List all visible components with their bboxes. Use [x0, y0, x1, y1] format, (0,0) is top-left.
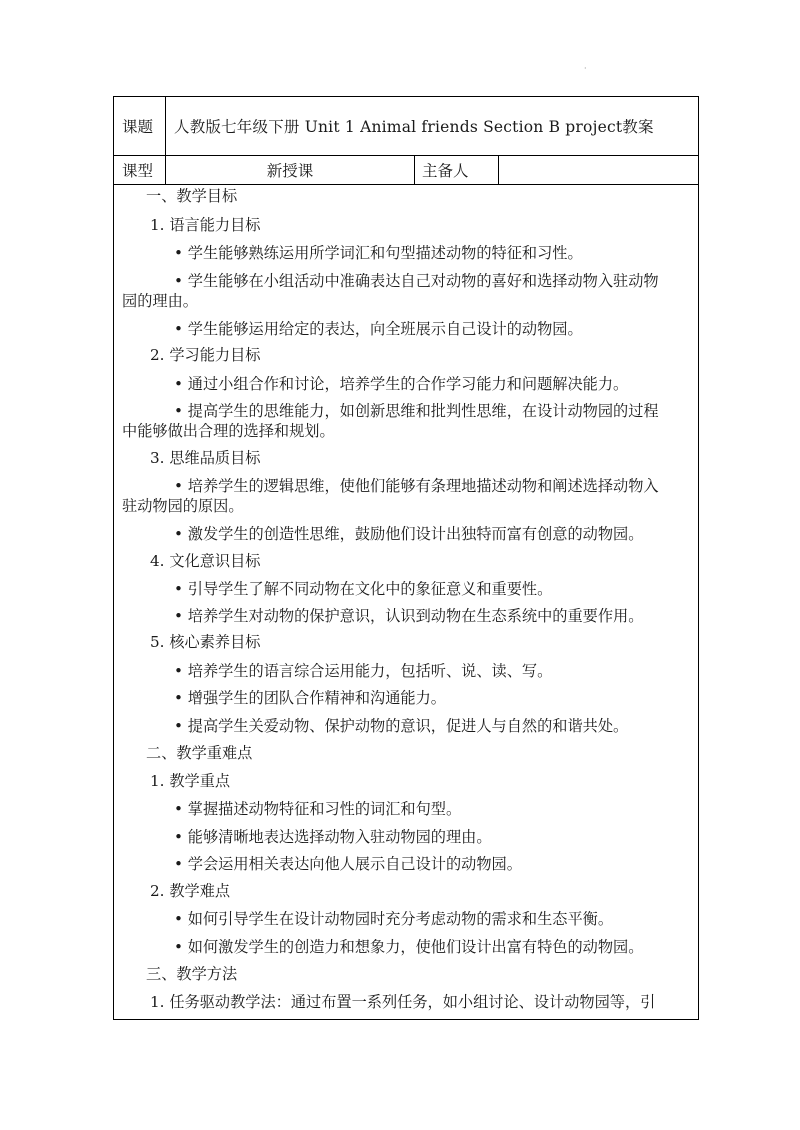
bullet-continuation: 驻动物园的原因。	[122, 497, 244, 515]
method-item: 1. 任务驱动教学法：通过布置一系列任务，如小组讨论、设计动物园等，引	[150, 993, 656, 1011]
section-heading: 二、教学重难点	[146, 744, 253, 762]
section-heading: 三、教学方法	[146, 965, 238, 983]
subsection-heading: 1. 语言能力目标	[150, 216, 261, 234]
bullet-item: • 培养学生的语言综合运用能力，包括听、说、读、写。	[174, 662, 553, 680]
lesson-plan-table	[113, 96, 699, 1020]
title-row	[114, 97, 698, 156]
bullet-continuation: 中能够做出合理的选择和规划。	[122, 422, 335, 440]
bullet-item: • 激发学生的创造性思维，鼓励他们设计出独特而富有创意的动物园。	[174, 525, 644, 543]
subsection-heading: 5. 核心素养目标	[150, 633, 261, 651]
subsection-heading: 4. 文化意识目标	[150, 552, 261, 570]
bullet-item: • 增强学生的团队合作精神和沟通能力。	[174, 689, 446, 707]
bullet-item: • 学会运用相关表达向他人展示自己设计的动物园。	[174, 855, 522, 873]
type-value: 新授课	[166, 156, 415, 184]
bullet-item: • 提高学生关爱动物、保护动物的意识，促进人与自然的和谐共处。	[174, 717, 629, 735]
lesson-title: 人教版七年级下册 Unit 1 Animal friends Section B project教案	[174, 118, 654, 136]
bullet-item: • 如何引导学生在设计动物园时充分考虑动物的需求和生态平衡。	[174, 910, 614, 928]
title-label: 课题	[114, 97, 166, 155]
subsection-heading: 3. 思维品质目标	[150, 449, 261, 467]
preparer-label: 主备人	[415, 156, 499, 184]
bullet-item: • 能够清晰地表达选择动物入驻动物园的理由。	[174, 828, 492, 846]
section-heading: 一、教学目标	[146, 187, 238, 205]
bullet-item: • 学生能够熟练运用所学词汇和句型描述动物的特征和习性。	[174, 244, 583, 262]
bullet-item: • 提高学生的思维能力，如创新思维和批判性思维，在设计动物园的过程	[174, 402, 659, 420]
subsection-heading: 2. 教学难点	[150, 882, 231, 900]
bullet-item: • 通过小组合作和讨论，培养学生的合作学习能力和问题解决能力。	[174, 375, 629, 393]
bullet-item: • 掌握描述动物特征和习性的词汇和句型。	[174, 800, 462, 818]
type-row	[114, 156, 698, 185]
subsection-heading: 1. 教学重点	[150, 772, 231, 790]
bullet-item: • 学生能够在小组活动中准确表达自己对动物的喜好和选择动物入驻动物	[174, 272, 659, 290]
bullet-item: • 培养学生对动物的保护意识，认识到动物在生态系统中的重要作用。	[174, 607, 644, 625]
bullet-item: • 引导学生了解不同动物在文化中的象征意义和重要性。	[174, 580, 553, 598]
bullet-item: • 学生能够运用给定的表达，向全班展示自己设计的动物园。	[174, 320, 583, 338]
subsection-heading: 2. 学习能力目标	[150, 346, 261, 364]
bullet-item: • 培养学生的逻辑思维，使他们能够有条理地描述动物和阐述选择动物入	[174, 477, 659, 495]
type-label: 课型	[114, 156, 166, 184]
bullet-continuation: 园的理由。	[122, 292, 198, 310]
bullet-item: • 如何激发学生的创造力和想象力，使他们设计出富有特色的动物园。	[174, 938, 644, 956]
page-mark: ·	[584, 64, 587, 73]
preparer-value	[499, 156, 698, 184]
